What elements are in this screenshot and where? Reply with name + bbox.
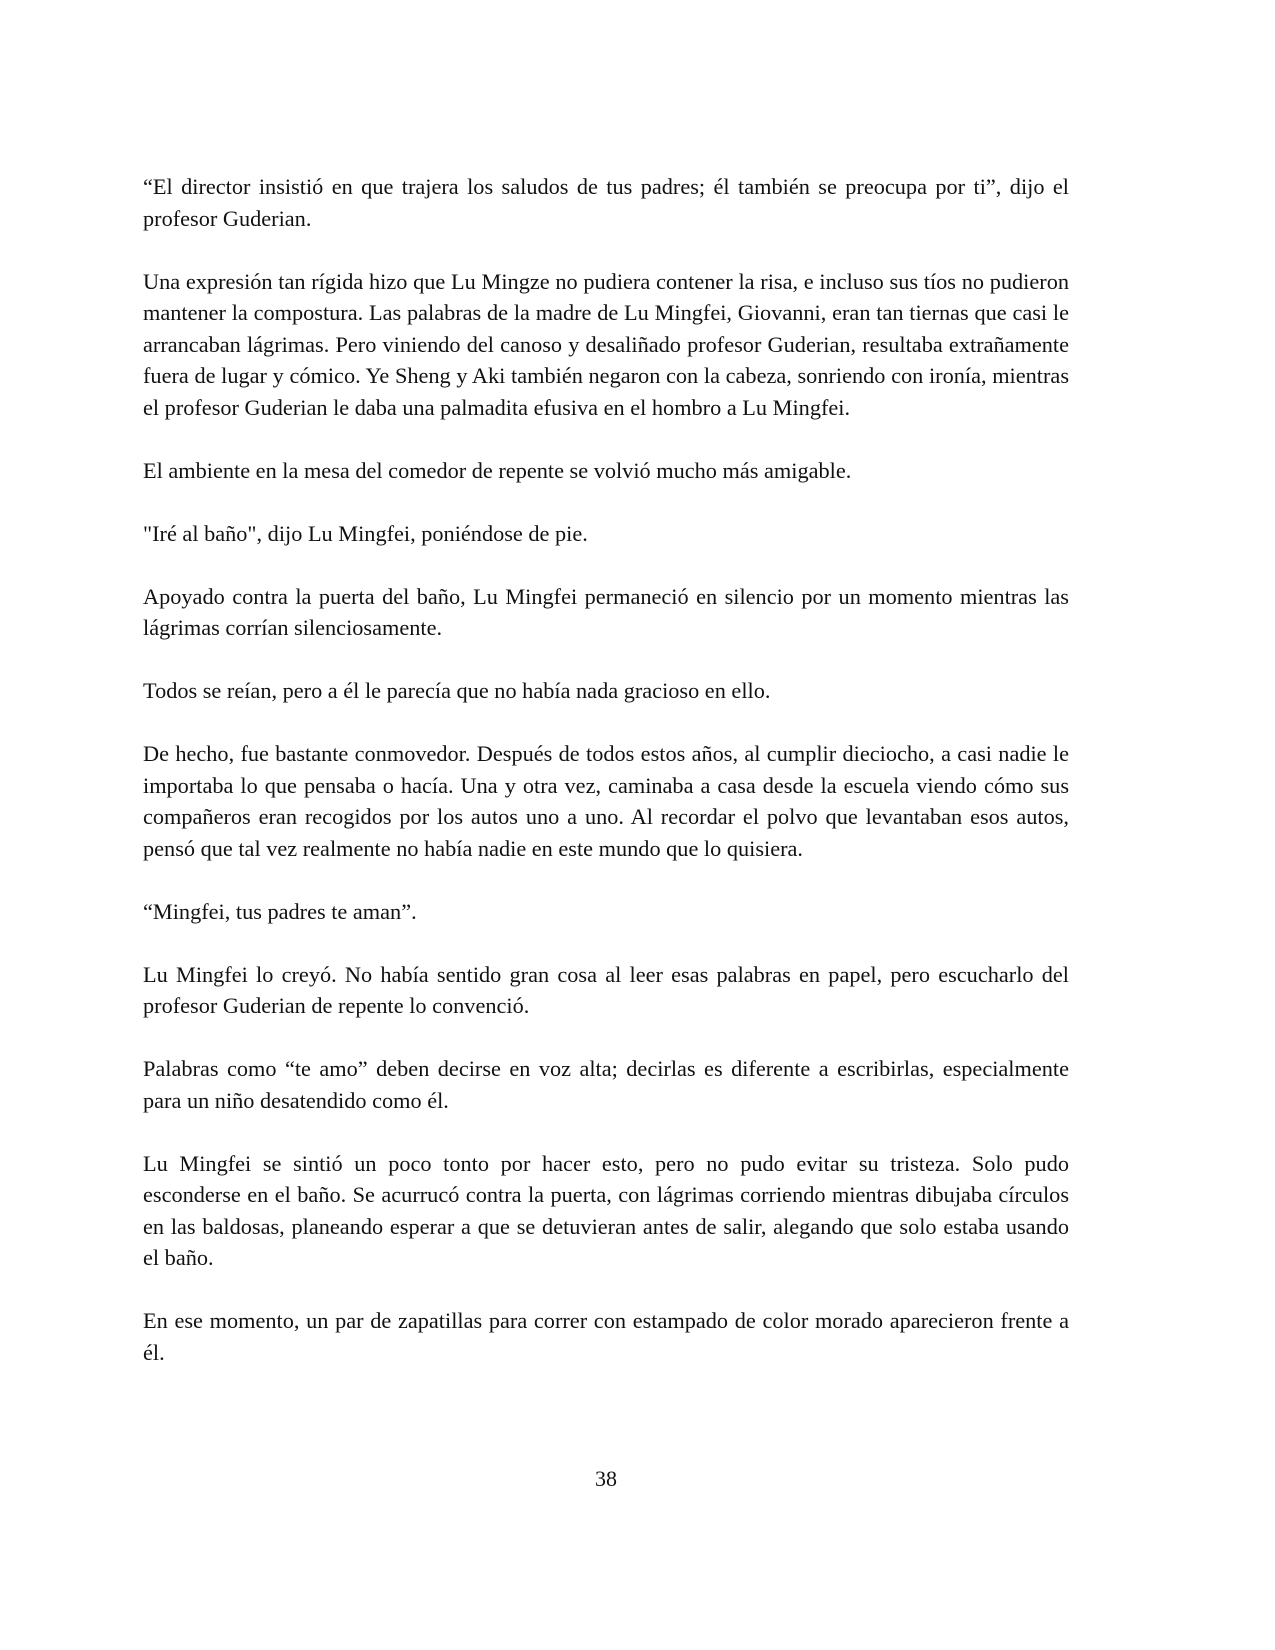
paragraph: En ese momento, un par de zapatillas para correr con estampado de color morado aparecieron frente a él. xyxy=(143,1308,1069,1365)
paragraph: "Iré al baño", dijo Lu Mingfei, poniéndose de pie. xyxy=(143,520,588,546)
paragraph: “El director insistió en que trajera los saludos de tus padres; él también se preocupa por ti”, dijo el profesor Guderian. xyxy=(143,174,1069,231)
paragraph: Todos se reían, pero a él le parecía que no había nada gracioso en ello. xyxy=(143,678,771,703)
paragraph: Apoyado contra la puerta del baño, Lu Mingfei permaneció en silencio por un momento mientras las lágrimas corrían silenciosamente. xyxy=(143,583,1069,640)
paragraph: Una expresión tan rígida hizo que Lu Mingze no pudiera contener la risa, e incluso sus tíos no pudieron mantener la compostura. Las palabras de la madre de Lu Mingfei, Giovanni, eran tan tiernas que casi le arrancaban lágrimas. Pero viniendo del canoso y desaliñado profesor Guderian, resultaba extrañamente fuera de lugar y cómico. Ye Sheng y Aki también negaron con la cabeza, sonriendo con ironía, mientras el profesor Guderian le daba una palmadita efusiva en el hombro a Lu Mingfei. xyxy=(143,268,1069,420)
paragraph: Lu Mingfei lo creyó. No había sentido gran cosa al leer esas palabras en papel, pero escucharlo del profesor Guderian de repente lo convenció. xyxy=(143,961,1069,1018)
paragraph: El ambiente en la mesa del comedor de repente se volvió mucho más amigable. xyxy=(143,457,852,483)
paragraph: “Mingfei, tus padres te aman”. xyxy=(143,898,417,924)
paragraph: De hecho, fue bastante conmovedor. Después de todos estos años, al cumplir dieciocho, a casi nadie le importaba lo que pensaba o hacía. Una y otra vez, caminaba a casa desde la escuela viendo cómo sus compañeros eran recogidos por los autos uno a uno. Al recordar el polvo que levantaban esos autos, pensó que tal vez realmente no había nadie en este mundo que lo quisiera. xyxy=(143,741,1069,861)
paragraph: Lu Mingfei se sintió un poco tonto por hacer esto, pero no pudo evitar su tristeza. Solo pudo esconderse en el baño. Se acurrucó contra la puerta, con lágrimas corriendo mientras dibujaba círculos en las baldosas, planeando esperar a que se detuvieran antes de salir, alegando que solo estaba usando el baño. xyxy=(143,1150,1069,1270)
page-number: 38 xyxy=(595,1466,617,1491)
paragraph: Palabras como “te amo” deben decirse en voz alta; decirlas es diferente a escribirlas, especialmente para un niño desatendido como él. xyxy=(143,1056,1069,1113)
page-body xyxy=(143,171,1069,1400)
